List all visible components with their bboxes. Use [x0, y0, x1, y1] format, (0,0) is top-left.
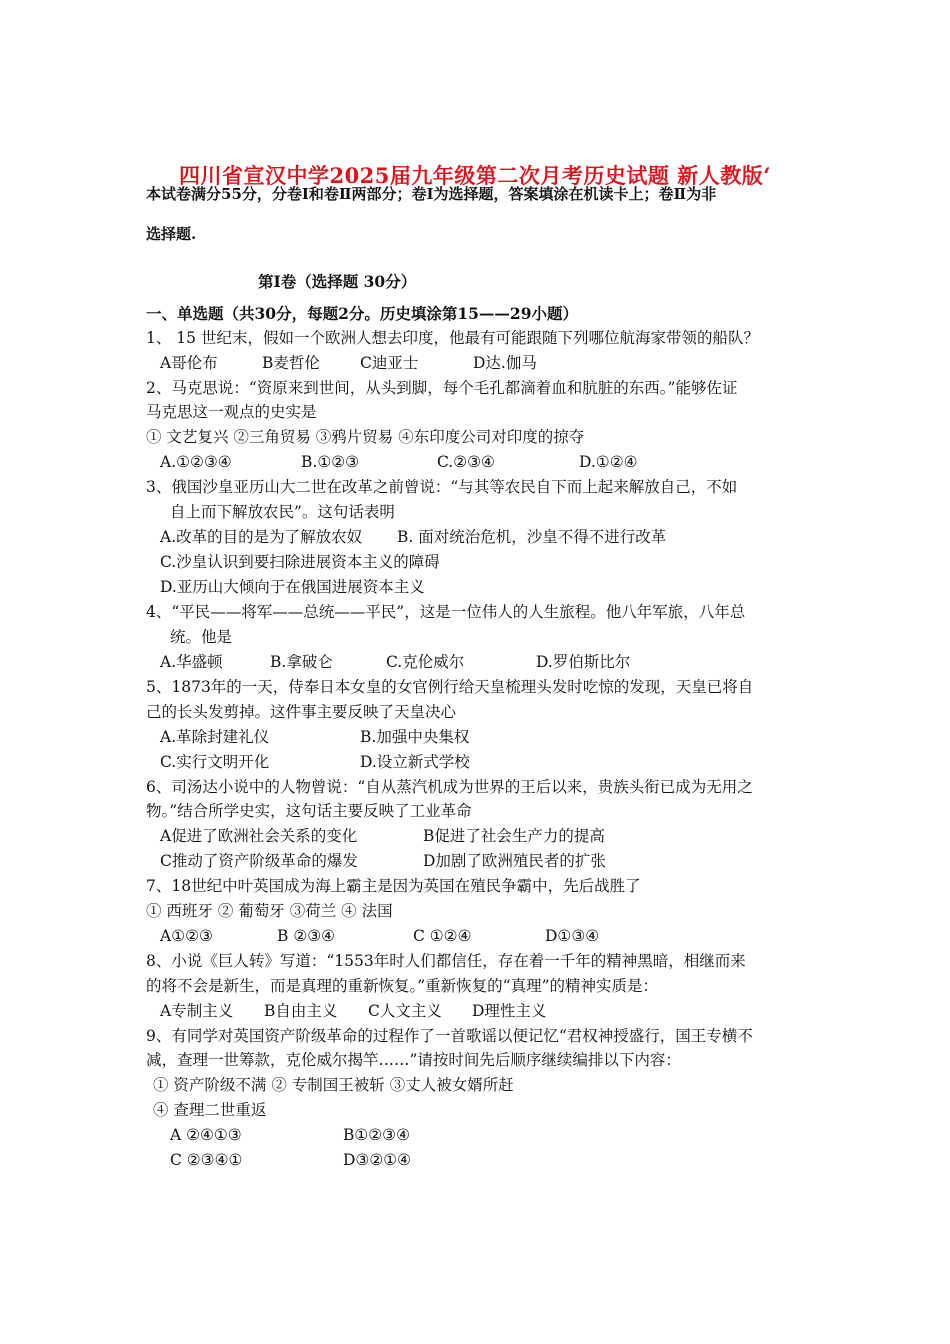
question-4-option-c: C.克伦威尔	[386, 653, 465, 671]
question-4-stem-line1: 4、“平民——将军——总统——平民”，这是一位伟人的人生旅程。他八年军旅，八年总	[146, 603, 746, 621]
exam-intro-line1: 本试卷满分55分，分卷Ⅰ和卷Ⅱ两部分；卷Ⅰ为选择题，答案填涂在机读卡上；卷Ⅱ为非	[146, 185, 717, 203]
question-2-stem-line1: 2、马克思说：“资原来到世间，从头到脚，每个毛孔都滴着血和肮脏的东西。”能够佐证	[146, 379, 738, 397]
question-1-option-c: C迪亚士	[360, 354, 419, 372]
question-6-option-d: D加剧了欧洲殖民者的扩张	[423, 852, 606, 870]
question-5-option-d: D.设立新式学校	[360, 753, 470, 771]
question-1-option-d: D达.伽马	[473, 354, 537, 372]
question-9-option-b: B①②③④	[343, 1126, 410, 1144]
question-5-stem-line1: 5、1873年的一天，侍奉日本女皇的女官例行给天皇梳理头发时吃惊的发现，天皇已将自	[146, 678, 754, 696]
question-4-option-d: D.罗伯斯比尔	[536, 653, 631, 671]
question-9-option-c: C ②③④①	[170, 1151, 243, 1169]
question-4-stem-line2: 统。他是	[170, 628, 233, 646]
question-3-stem-line2: 自上而下解放农民”。这句话表明	[170, 503, 395, 521]
question-7-stem-line1: 7、18世纪中叶英国成为海上霸主是因为英国在殖民争霸中，先后战胜了	[146, 877, 641, 895]
question-8-option-c: C人文主义	[368, 1002, 442, 1020]
exam-intro-line2: 选择题.	[146, 225, 197, 243]
exam-title: 四川省宣汉中学2025届九年级第二次月考历史试题 新人教版‘	[178, 163, 772, 188]
part-title: 第Ⅰ卷（选择题 30分）	[258, 272, 417, 291]
question-9-stem-line2: 减，查理一世筹款，克伦威尔揭竿……”请按时间先后顺序继续编排以下内容：	[146, 1051, 681, 1069]
question-2-option-c: C.②③④	[437, 453, 495, 471]
question-3-option-c: C.沙皇认识到要扫除进展资本主义的障碍	[160, 553, 440, 571]
question-6-option-c: C推动了资产阶级革命的爆发	[160, 852, 358, 870]
question-2-items: ① 文艺复兴 ②三角贸易 ③鸦片贸易 ④东印度公司对印度的掠夺	[146, 428, 585, 446]
question-9-option-d: D③②①④	[343, 1151, 412, 1169]
question-1-stem: 1、 15 世纪末，假如一个欧洲人想去印度，他最有可能跟随下列哪位航海家带领的船队？	[146, 329, 759, 347]
question-7-option-a: A①②③	[160, 927, 213, 945]
question-9-items-line2: ④ 查理二世重返	[153, 1101, 267, 1119]
question-2-option-a: A.①②③④	[160, 453, 232, 471]
question-7-option-b: B ②③④	[277, 927, 336, 945]
question-8-stem-line2: 的将不会是新生，而是真理的重新恢复。”重新恢复的“真理”的精神实质是：	[146, 977, 659, 995]
question-7-option-c: C ①②④	[413, 927, 472, 945]
question-5-option-a: A.革除封建礼仪	[160, 728, 270, 746]
question-2-stem-line2: 马克思这一观点的史实是	[146, 403, 317, 421]
question-1-option-b: B麦哲伦	[262, 354, 320, 372]
question-5-option-b: B.加强中央集权	[360, 728, 470, 746]
question-6-option-a: A促进了欧洲社会关系的变化	[160, 827, 358, 845]
question-8-stem-line1: 8、小说《巨人转》写道：“1553年时人们都信任，存在着一千年的精神黑暗，相继而来	[146, 952, 746, 970]
question-9-option-a: A ②④①③	[170, 1126, 242, 1144]
question-5-stem-line2: 己的长头发剪掉。这件事主要反映了天皇决心	[146, 703, 457, 721]
question-9-items-line1: ① 资产阶级不满 ② 专制国王被斩 ③丈人被女婿所赶	[153, 1076, 514, 1094]
question-3-option-a: A.改革的目的是为了解放农奴	[160, 528, 363, 546]
question-1-option-a: A哥伦布	[160, 354, 218, 372]
question-6-stem-line2: 物。”结合所学史实，这句话主要反映了工业革命	[146, 802, 472, 820]
question-4-option-b: B.拿破仑	[270, 653, 333, 671]
question-3-option-d: D.亚历山大倾向于在俄国进展资本主义	[160, 578, 425, 596]
question-8-option-a: A专制主义	[160, 1002, 234, 1020]
question-3-option-b: B. 面对统治危机，沙皇不得不进行改革	[397, 528, 667, 546]
question-6-option-b: B促进了社会生产力的提高	[423, 827, 605, 845]
section-title: 一、单选题（共30分，每题2分。历史填涂第15——29小题）	[146, 304, 578, 323]
question-6-stem-line1: 6、司汤达小说中的人物曾说：“自从蒸汽机成为世界的王后以来，贵族头衔已成为无用之	[146, 778, 753, 796]
question-5-option-c: C.实行文明开化	[160, 753, 270, 771]
question-2-option-b: B.①②③	[301, 453, 360, 471]
question-2-option-d: D.①②④	[579, 453, 638, 471]
question-3-stem-line1: 3、俄国沙皇亚历山大二世在改革之前曾说：“与其等农民自下而上起来解放自己，不如	[146, 478, 738, 496]
question-8-option-d: D理性主义	[472, 1002, 547, 1020]
question-7-option-d: D①③④	[545, 927, 600, 945]
question-8-option-b: B自由主义	[264, 1002, 338, 1020]
question-7-items: ① 西班牙 ② 葡萄牙 ③荷兰 ④ 法国	[146, 902, 393, 920]
question-4-option-a: A.华盛顿	[160, 653, 223, 671]
question-9-stem-line1: 9、有同学对英国资产阶级革命的过程作了一首歌谣以便记忆“君权神授盛行，国王专横不	[146, 1027, 753, 1045]
